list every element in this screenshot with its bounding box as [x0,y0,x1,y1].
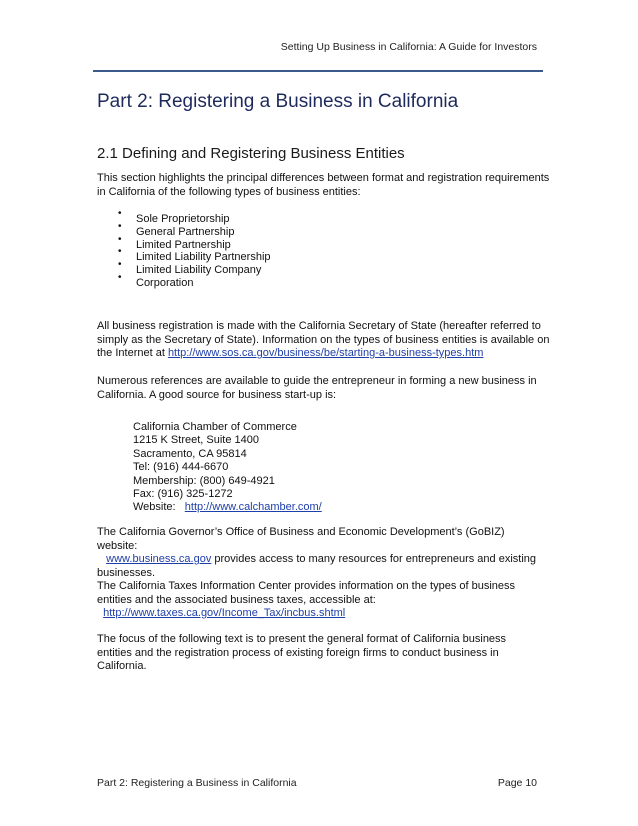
chamber-tel: Tel: (916) 444-6670 [133,461,229,474]
sos-link[interactable]: http://www.sos.ca.gov/business/be/starting-a-business-types.htm [167,347,484,359]
entity-list [118,208,271,290]
list-item: • Corporation [118,271,194,289]
list-item: • General Partnership [118,220,235,238]
bullet-icon: • [118,220,122,232]
gobiz-paragraph: The California Governor’s Office of Business and Economic Development’s (GoBIZ) website: www.business.ca.gov provides access to many resources for entrepreneurs and existing businesses. [97,526,537,579]
bullet-icon: • [118,208,122,219]
running-header: Setting Up Business in California: A Guide for Investors [280,41,537,53]
taxes-link[interactable]: http://www.taxes.ca.gov/Income_Tax/incbus.shtml [103,607,346,619]
section-subtitle: 2.1 Defining and Registering Business Entities [97,145,405,162]
chamber-fax: Fax: (916) 325-1272 [133,488,233,501]
header-rule [93,70,543,72]
page-title: Part 2: Registering a Business in California [97,91,459,112]
chamber-street: 1215 K Street, Suite 1400 [133,434,259,447]
intro-paragraph: This section highlights the principal differences between format and registration requirements in California of the following types of business entities: [97,172,550,198]
taxes-paragraph: The California Taxes Information Center provides information on the types of business entities and the associated business taxes, accessible at: http://www.taxes.ca.gov/Income_Tax/incbus.shtml [97,580,516,619]
list-item: • Limited Liability Company [118,259,262,277]
chamber-city: Sacramento, CA 95814 [133,447,247,460]
sos-paragraph: All business registration is made with the California Secretary of State (hereafter referred to simply as the Secretary of State). Information on the types of business entities is available on the Internet at http://www.sos.ca.gov/business/be/starting-a-business-types.htm [97,320,550,359]
bullet-icon: • [118,271,122,283]
chamber-address [133,421,322,515]
bullet-icon: • [118,259,122,271]
chamber-name: California Chamber of Commerce [133,421,297,433]
focus-paragraph: The focus of the following text is to present the general format of California business entities and the registration process of existing foreign firms to conduct business in California. [97,633,507,672]
chamber-website-line: Website: http://www.calchamber.com/ [133,501,322,514]
page-number: Page 10 [497,777,537,789]
chamber-membership: Membership: (800) 649-4921 [133,474,275,487]
list-item: • Limited Partnership [118,233,231,251]
references-paragraph: Numerous references are available to guide the entrepreneur in forming a new business in California. A good source for business start-up is: [97,375,537,401]
calchamber-link[interactable]: http://www.calchamber.com/ [184,501,322,514]
gobiz-link[interactable]: www.business.ca.gov [106,553,212,565]
list-item: • Limited Liability Partnership [118,246,271,264]
bullet-icon: • [118,233,122,245]
bullet-icon: • [118,246,122,258]
list-item: • Sole Proprietorship [118,208,230,225]
footer-title: Part 2: Registering a Business in California [97,777,297,789]
